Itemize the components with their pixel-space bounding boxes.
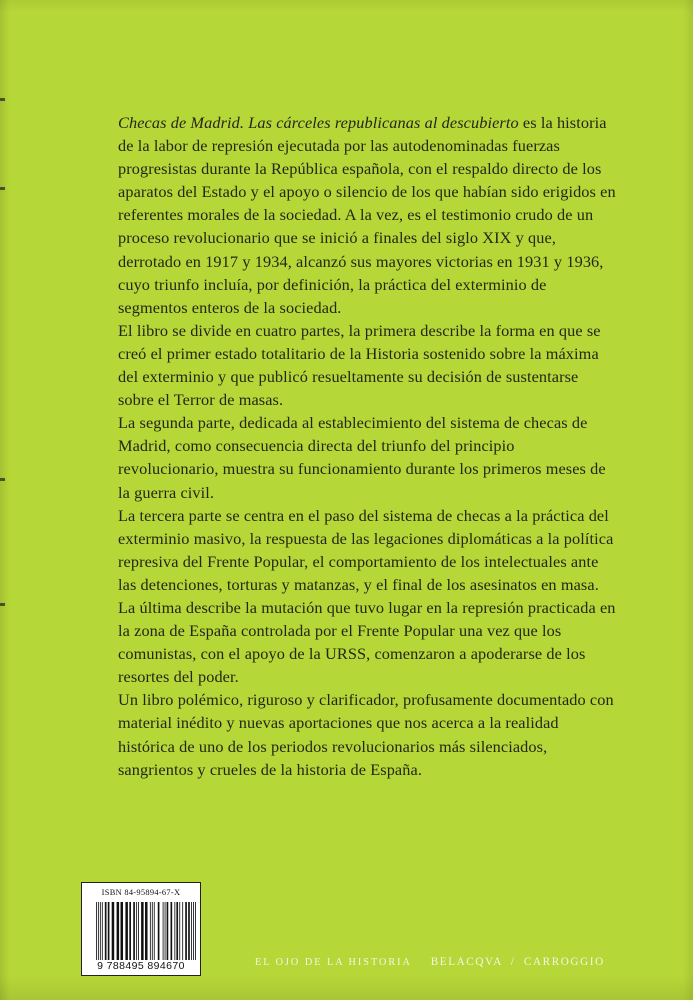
barcode-bar bbox=[176, 902, 178, 960]
barcode-bar bbox=[133, 902, 135, 960]
barcode-bar bbox=[154, 902, 155, 960]
publisher-footer bbox=[255, 956, 615, 968]
barcode-bar bbox=[105, 902, 107, 960]
barcode-bar bbox=[96, 902, 97, 960]
barcode-bar bbox=[167, 902, 169, 960]
barcode-bar bbox=[125, 902, 128, 960]
barcode-bar bbox=[152, 902, 153, 960]
barcode-bar bbox=[193, 902, 194, 960]
series-name: EL OJO DE LA HISTORIA bbox=[255, 957, 412, 968]
barcode-bar bbox=[150, 902, 151, 960]
spine-mark bbox=[0, 98, 5, 101]
barcode-bar bbox=[121, 902, 124, 960]
barcode-bar bbox=[158, 902, 160, 960]
blurb-paragraph-5: La última describe la mutación que tuvo lugar en la represión practicada en la zona de España controlada por el Frente Popular una vez que los comunistas, con el apoyo de la URSS, comenzaron a apoderarse de los resortes del poder. bbox=[118, 597, 616, 687]
barcode-bar bbox=[165, 902, 166, 960]
blurb-paragraph-6: Un libro polémico, riguroso y clarificador, profusamente documentado con material inédito y nuevas aportaciones que nos acerca a la realidad histórica de uno de los periodos revolucionarios más silenciados, sangrientos y crueles de la historia de España. bbox=[118, 690, 614, 779]
blurb-paragraph-3: La segunda parte, dedicada al establecimiento del sistema de checas de Madrid, como consecuencia directa del triunfo del principio revolucionario, muestra su funcionamiento durante los primeros meses de la guerra civil. bbox=[118, 413, 606, 502]
barcode-bar bbox=[129, 902, 131, 960]
barcode-bar bbox=[98, 902, 99, 960]
barcode-bar bbox=[100, 902, 101, 960]
publisher-belacqva: BELACQVA bbox=[430, 956, 503, 968]
barcode-bar bbox=[102, 902, 103, 960]
barcode-bar bbox=[141, 902, 144, 960]
blurb-paragraph-1 bbox=[118, 111, 618, 319]
barcode-box bbox=[81, 882, 201, 976]
barcode-bar bbox=[136, 902, 137, 960]
barcode-bar bbox=[182, 902, 183, 960]
barcode-bar bbox=[174, 902, 175, 960]
barcode-bar bbox=[145, 902, 148, 960]
blurb-paragraph-1-rest: es la historia de la labor de represión ejecutada por las autodenominadas fuerzas progresistas durante la República española, con el respaldo directo de los aparatos del Estado y el apoyo o silencio de los que habían sido erigidos en referentes morales de la sociedad. A la vez, es el testimonio crudo de un proceso revolucionario que se inició a finales del siglo XIX y que, derrotado en 1917 y 1934, alcanzó sus mayores victorias en 1931 y 1936, cuyo triunfo incluía, por definición, la práctica del exterminio de segmentos enteros de la sociedad. bbox=[118, 113, 616, 317]
spine-mark bbox=[0, 478, 5, 481]
barcode-bar bbox=[108, 902, 110, 960]
isbn-label: ISBN 84-95894-67-X bbox=[101, 888, 181, 897]
publisher-separator: / bbox=[510, 956, 516, 968]
barcode-digits: 9 788495 894670 bbox=[97, 960, 185, 972]
publisher-carroggio: CARROGGIO bbox=[523, 956, 605, 968]
barcode-bar bbox=[179, 902, 180, 960]
spine-mark bbox=[0, 187, 5, 190]
barcode-bar bbox=[171, 902, 173, 960]
barcode-bar bbox=[112, 902, 115, 960]
barcode-bar bbox=[195, 902, 196, 960]
barcode-bars bbox=[96, 902, 196, 960]
spine-mark bbox=[0, 603, 5, 606]
barcode-bar bbox=[185, 902, 187, 960]
book-title-italic: Checas de Madrid. Las cárceles republicanas al descubierto bbox=[118, 113, 519, 132]
blurb-paragraph-2: El libro se divide en cuatro partes, la primera describe la forma en que se creó el primer estado totalitario de la Historia sostenido sobre la máxima del exterminio y que publicó resueltamente su decisión de sustentarse sobre el Terror de masas. bbox=[118, 320, 601, 410]
barcode-bar bbox=[138, 902, 139, 960]
barcode-bar bbox=[117, 902, 120, 960]
blurb-paragraph-4: La tercera parte se centra en el paso del sistema de checas a la práctica del exterminio masivo, la respuesta de las legaciones diplomáticas a la política represiva del Frente Popular, el comportamiento de los intelectuales ante las detenciones, torturas y matanzas, y el final de los asesinatos en masa. bbox=[118, 505, 614, 594]
blurb-text bbox=[118, 111, 618, 781]
barcode-bar bbox=[191, 902, 192, 960]
barcode-bar bbox=[163, 902, 164, 960]
barcode-bar bbox=[188, 902, 190, 960]
